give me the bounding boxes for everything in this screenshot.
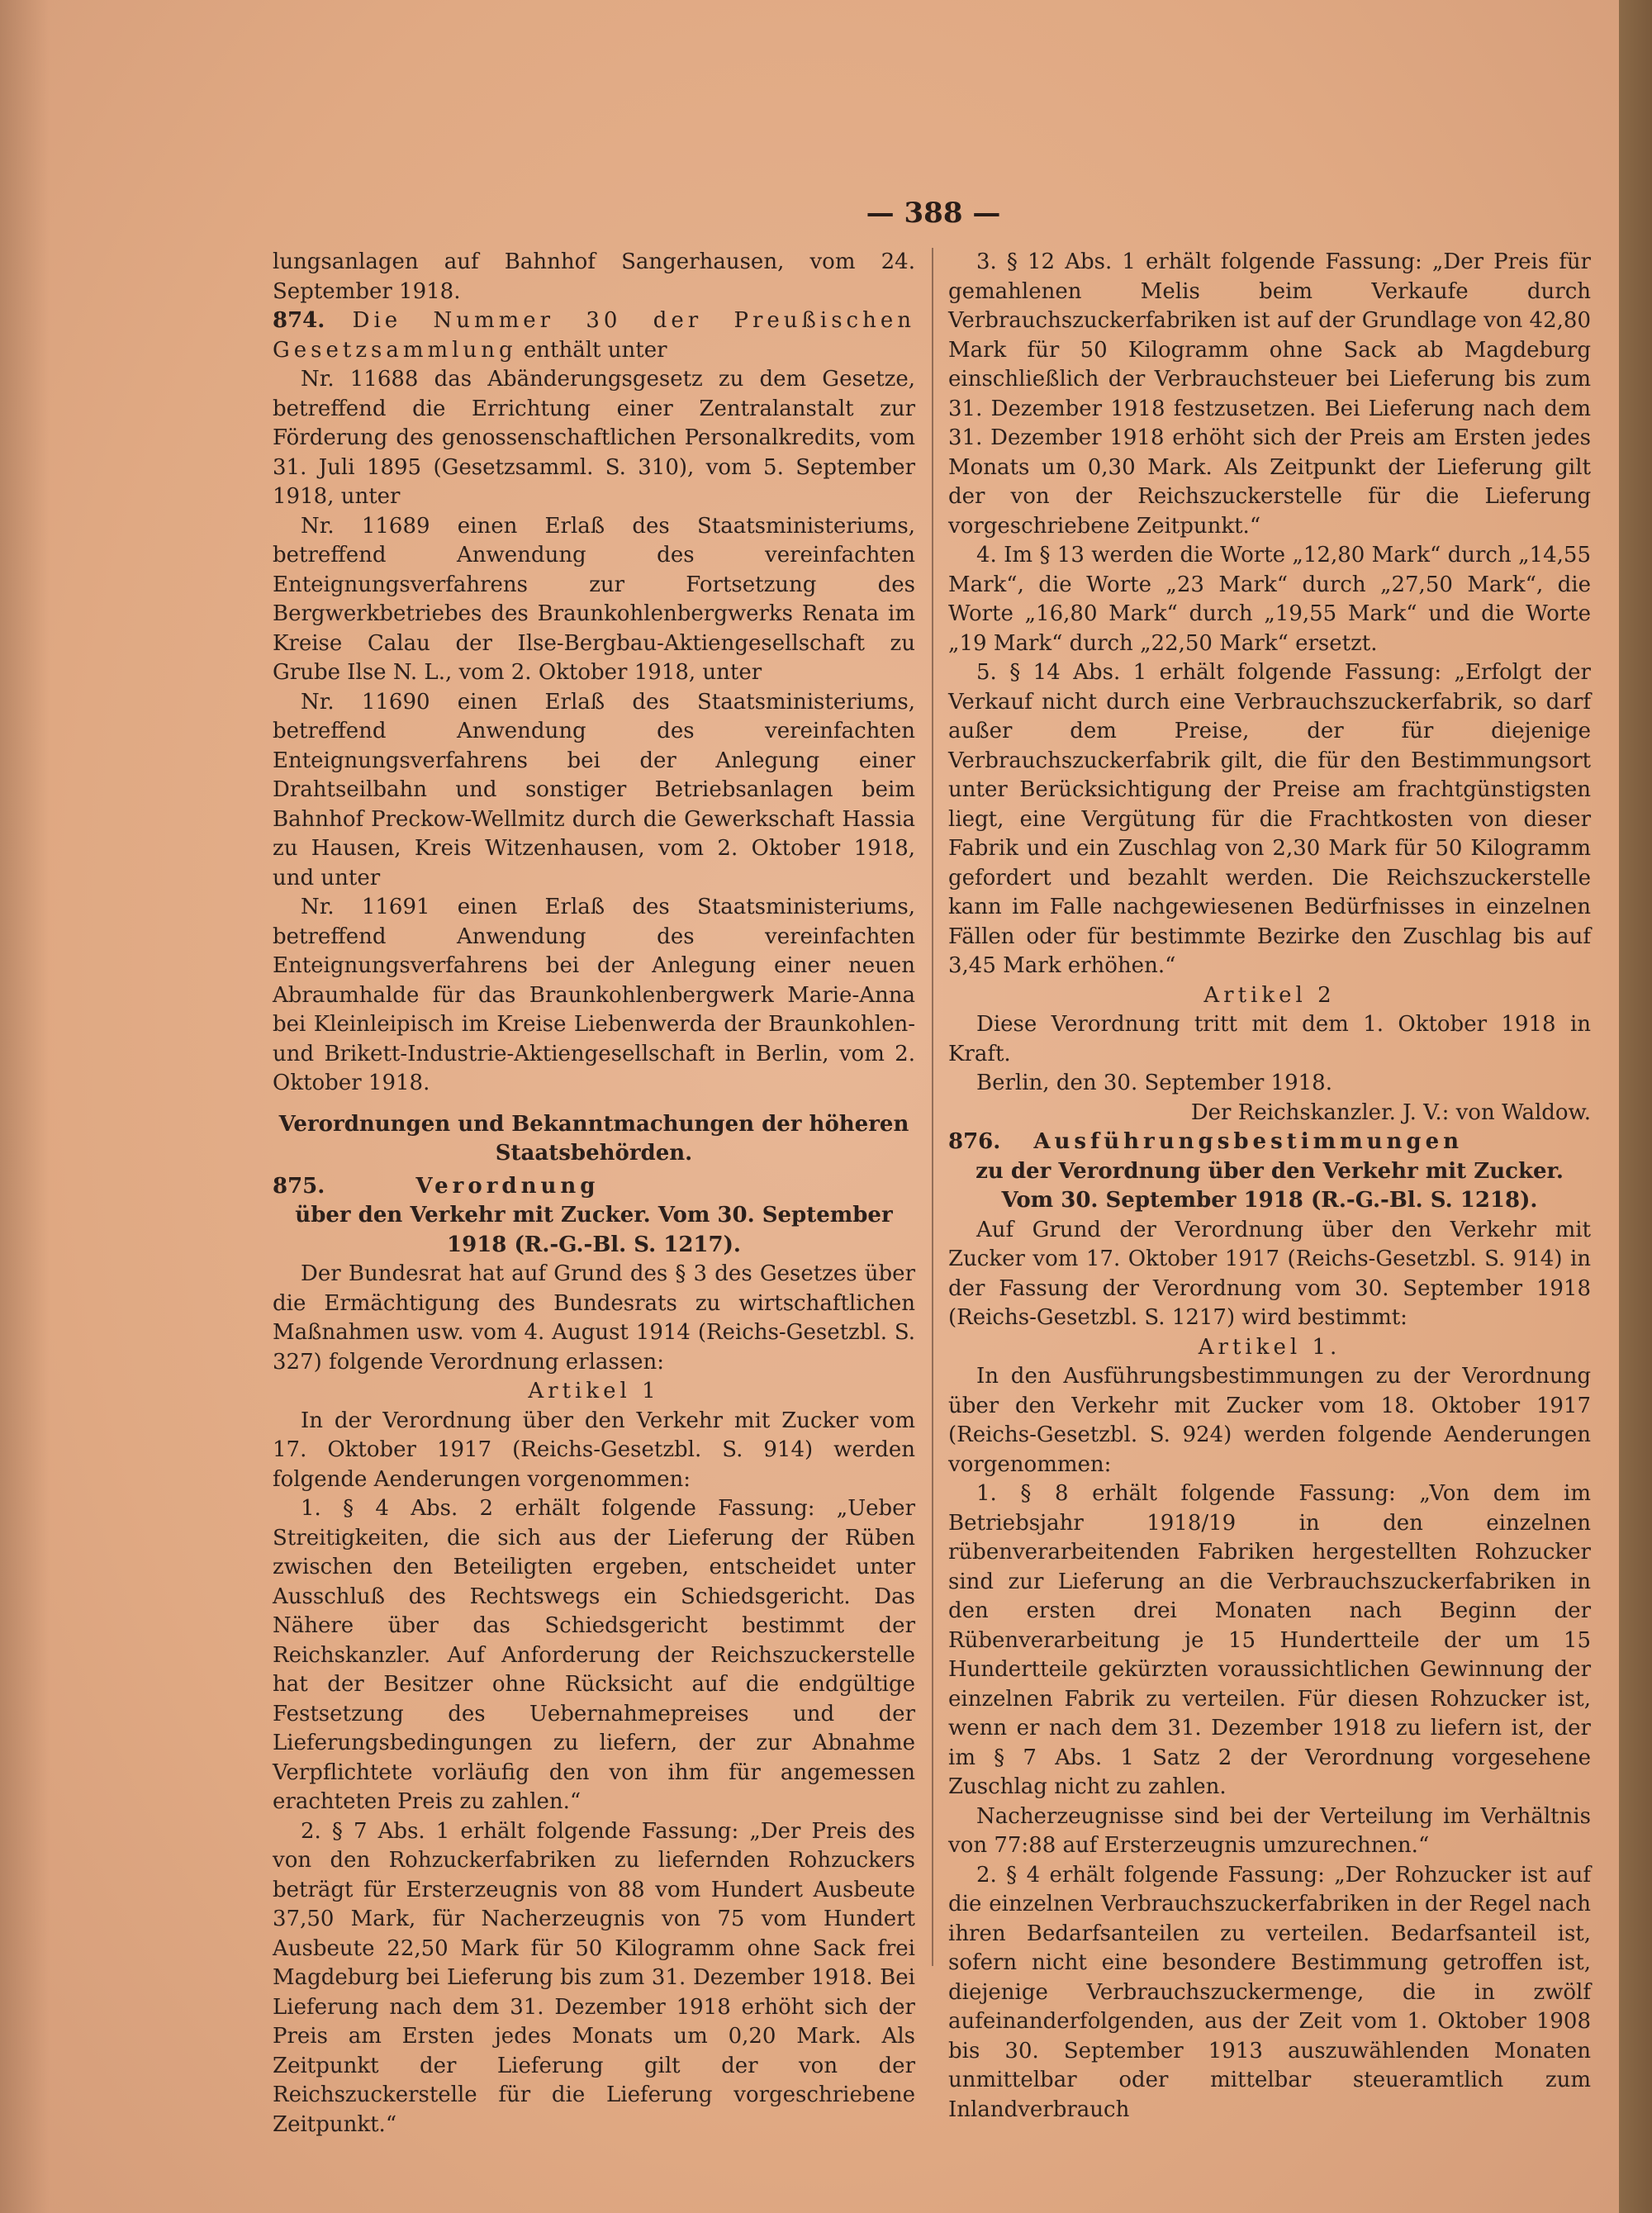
paragraph: 2. § 7 Abs. 1 erhält folgende Fassung: „Der Preis des von den Rohzuckerfabriken zu liefernden Rohzuckers beträgt für Ersterzeugnis von 88 vom Hundert Ausbeute 37,50 Mark, für Nacherzeugnis von 75 vom Hundert Ausbeute 22,50 Mark für 50 Kilogramm ohne Sack frei Magdeburg bei Lieferung bis zum 31. Dezember 1918. Bei Lieferung nach dem 31. Dezember 1918 erhöht sich der Preis am Ersten jedes Monats um 0,20 Mark. Als Zeitpunkt der Lieferung gilt der von der Reichszuckerstelle für die Lieferung vorgeschriebene Zeitpunkt.“ xyxy=(273,1818,915,2137)
paragraph: lungsanlagen auf Bahnhof Sangerhausen, vom 24. September 1918. xyxy=(273,249,915,304)
ausfuehrung-subtitle: zu der Verordnung über den Verkehr mit Zucker. xyxy=(976,1158,1564,1184)
paragraph: Nr. 11690 einen Erlaß des Staatsministeriums, betreffend Anwendung des vereinfachten Enteignungsverfahrens bei der Anlegung einer Drahtseilbahn und sonstiger Betriebsanlagen beim Bahnhof Preckow-Wellmitz durch die Gewerkschaft Hassia zu Hausen, Kreis Witzenhausen, vom 2. Oktober 1918, und unter xyxy=(273,689,915,890)
signature: Der Reichskanzler. J. V.: von Waldow. xyxy=(1190,1099,1591,1125)
left-column xyxy=(273,248,915,2139)
paragraph: 2. § 4 erhält folgende Fassung: „Der Rohzucker ist auf die einzelnen Verbrauchszuckerfabriken in der Regel nach ihren Bedarfsanteilen zu verteilen. Bedarfsanteil ist, sofern nicht eine besondere Bestimmung getroffen ist, diejenige Verbrauchszuckermenge, die in zwölf aufeinanderfolgenden, aus der Zeit vom 1. Oktober 1908 bis 30. September 1913 auszuwählenden Monaten unmittelbar oder mittelbar steueramtlich zum Inlandverbrauch xyxy=(948,1862,1591,2122)
entry-number: 876. xyxy=(948,1129,1001,1154)
paragraph: 1. § 4 Abs. 2 erhält folgende Fassung: „Ueber Streitigkeiten, die sich aus der Lieferung der Rüben zwischen den Beteiligten ergeben, entscheidet unter Ausschluß des Rechtswegs ein Schiedsgericht. Das Nähere über das Schiedsgericht bestimmt der Reichskanzler. Auf Anforderung der Reichszuckerstelle hat der Besitzer ohne Rücksicht auf die endgültige Festsetzung des Uebernahmepreises und der Lieferungsbedingungen zu liefern, der zur Abnahme Verpflichtete vorläufig den von ihm für angemessen erachteten Preis zu zahlen.“ xyxy=(273,1496,915,1814)
section-heading: Verordnungen und Bekanntmachungen der höheren Staatsbehörden. xyxy=(278,1111,909,1166)
artikel-heading: Artikel 1. xyxy=(1198,1334,1341,1360)
place-date: Berlin, den 30. September 1918. xyxy=(976,1071,1332,1095)
gutter-shadow xyxy=(0,0,50,2213)
page-number: — 388 — xyxy=(866,197,1001,230)
paragraph: 3. § 12 Abs. 1 erhält folgende Fassung: „Der Preis für gemahlenen Melis beim Verkaufe durch Verbrauchszuckerfabriken ist auf der Grundlage von 42,80 Mark für 50 Kilogramm ohne Sack ab Magdeburg einschließlich der Verbrauchsteuer bei Lieferung bis zum 31. Dezember 1918 festzusetzen. Bei Lieferung nach dem 31. Dezember 1918 erhöht sich der Preis am Ersten jedes Monats um 0,30 Mark. Als Zeitpunkt der Lieferung gilt der von der Reichszuckerstelle für die Lieferung vorgeschriebene Zeitpunkt.“ xyxy=(948,249,1591,539)
paragraph: In den Ausführungsbestimmungen zu der Verordnung über den Verkehr mit Zucker vom 18. Oktober 1917 (Reichs-Gesetzbl. S. 924) werden folgende Aenderungen vorgenommen: xyxy=(948,1364,1591,1477)
column-divider xyxy=(932,248,933,1966)
artikel-heading: Artikel 2 xyxy=(1203,982,1336,1008)
entry-874 xyxy=(273,306,915,365)
paragraph: Auf Grund der Verordnung über den Verkehr mit Zucker vom 17. Oktober 1917 (Reichs-Gesetzbl. S. 914) in der Fassung der Verordnung vom 30. September 1918 (Reichs-Gesetzbl. S. 1217) wird bestimmt: xyxy=(948,1217,1591,1330)
paragraph: 4. Im § 13 werden die Worte „12,80 Mark“ durch „14,55 Mark“, die Worte „23 Mark“ durch „27,50 Mark“, die Worte „16,80 Mark“ durch „19,55 Mark“ und die Worte „19 Mark“ durch „22,50 Mark“ ersetzt. xyxy=(948,543,1591,656)
paragraph: Nr. 11691 einen Erlaß des Staatsministeriums, betreffend Anwendung des vereinfachten Enteignungsverfahrens bei der Anlegung einer neuen Abraumhalde für das Braunkohlenbergwerk Marie-Anna bei Kleinleipisch im Kreise Liebenwerda der Braunkohlen- und Brikett-Industrie-Aktiengesellschaft in Berlin, vom 2. Oktober 1918. xyxy=(273,895,915,1095)
paragraph: 5. § 14 Abs. 1 erhält folgende Fassung: „Erfolgt der Verkauf nicht durch eine Verbrauchszuckerfabrik, so darf außer dem Preise, der für diejenige Verbrauchszuckerfabrik gilt, die für den Bestimmungsort unter Berücksichtigung der Preise am frachtgünstigsten liegt, eine Vergütung für die Frachtkosten von dieser Fabrik und ein Zuschlag von 2,30 Mark für 50 Kilogramm gefordert und bezahlt werden. Die Reichszuckerstelle kann im Falle nachgewiesenen Bedürfnisses in einzelnen Fällen oder für bestimmte Bezirke den Zuschlag bis auf 3,45 Mark erhöhen.“ xyxy=(948,660,1591,978)
entry-875 xyxy=(273,1172,915,1202)
book-edge xyxy=(1619,0,1652,2213)
paragraph: Nr. 11688 das Abänderungsgesetz zu dem Gesetze, betreffend die Errichtung einer Zentralanstalt zur Förderung des genossenschaftlichen Personalkredits, vom 31. Juli 1895 (Gesetzsamml. S. 310), vom 5. September 1918, unter xyxy=(273,367,915,509)
paragraph: Diese Verordnung tritt mit dem 1. Oktober 1918 in Kraft. xyxy=(948,1012,1591,1066)
paragraph: 1. § 8 erhält folgende Fassung: „Von dem im Betriebsjahr 1918/19 in den einzelnen rübenverarbeitenden Fabriken hergestellten Rohzucker sind zur Lieferung an die Verbrauchszuckerfabriken in den ersten drei Monaten nach Beginn der Rübenverarbeitung je 15 Hundertteile der um 15 Hundertteile gekürzten voraussichtlichen Gewinnung der einzelnen Fabrik zu verteilen. Für diesen Rohzucker ist, wenn er nach dem 31. Dezember 1918 zu liefern ist, der im § 7 Abs. 1 Satz 2 der Verordnung vorgesehene Zuschlag nicht zu zahlen. xyxy=(948,1481,1591,1799)
paragraph: Nr. 11689 einen Erlaß des Staatsministeriums, betreffend Anwendung des vereinfachten Enteignungsverfahrens zur Fortsetzung des Bergwerkbetriebes des Braunkohlenbergwerks Renata im Kreise Calau der Ilse-Bergbau-Aktiengesellschaft zu Grube Ilse N. L., vom 2. Oktober 1918, unter xyxy=(273,513,915,685)
ausfuehrung-date: Vom 30. September 1918 (R.-G.-Bl. S. 1218). xyxy=(1001,1188,1538,1213)
entry-number: 875. xyxy=(273,1173,325,1199)
entry-876 xyxy=(948,1128,1591,1157)
verordnung-label: Verordnung xyxy=(415,1173,600,1199)
paragraph: In der Verordnung über den Verkehr mit Zucker vom 17. Oktober 1917 (Reichs-Gesetzbl. S. 914) werden folgende Aenderungen vorgenommen: xyxy=(273,1408,915,1492)
ausfuehrung-label: Ausführungsbestimmungen xyxy=(1033,1129,1464,1154)
paragraph: Der Bundesrat hat auf Grund des § 3 des Gesetzes über die Ermächtigung des Bundesrats zu wirtschaftlichen Maßnahmen usw. vom 4. August 1914 (Reichs-Gesetzbl. S. 327) folgende Verordnung erlassen: xyxy=(273,1261,915,1375)
paragraph: Nacherzeugnisse sind bei der Verteilung im Verhältnis von 77:88 auf Ersterzeugnis umzurechnen.“ xyxy=(948,1803,1591,1858)
artikel-heading: Artikel 1 xyxy=(528,1379,660,1403)
gazette-title: Die Nummer 30 der Preußischen Gesetzsammlung xyxy=(273,308,915,363)
right-column xyxy=(948,248,1591,2125)
entry-number: 874. xyxy=(273,308,325,333)
paragraph-text: enthält unter xyxy=(523,337,667,363)
verordnung-title: über den Verkehr mit Zucker. Vom 30. September 1918 (R.-G.-Bl. S. 1217). xyxy=(295,1203,893,1257)
